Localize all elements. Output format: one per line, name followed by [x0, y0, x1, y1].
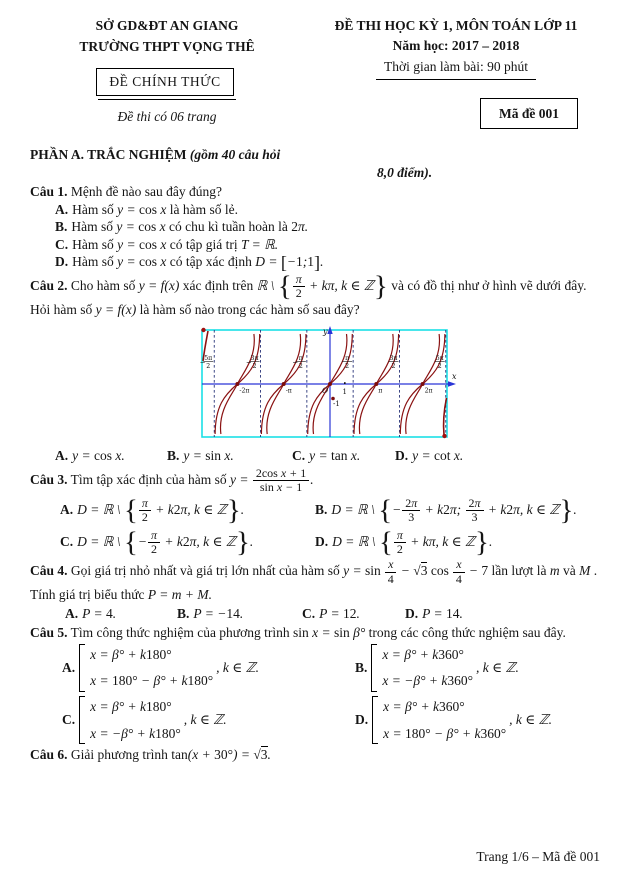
question-6-label: Câu 6.	[30, 747, 68, 763]
option-text: D = ℝ \ {− $\frac{\pi}{2}$ + k2π, k ∈ ℤ}.	[77, 525, 254, 558]
option-letter: C.	[62, 712, 76, 728]
option	[315, 494, 603, 526]
option-letter: A.	[55, 448, 69, 464]
question-1-options	[30, 201, 603, 271]
option	[55, 218, 603, 236]
question-5-text: Tìm công thức nghiệm của phương trình sin x = sin β° trong các công thức nghiệm sau đây.	[70, 625, 566, 641]
system-suffix: , k ∈ ℤ.	[216, 660, 260, 676]
option-text: y = cot x.	[412, 448, 464, 464]
option	[60, 494, 315, 526]
system-row: x = −β° + k180°	[90, 725, 181, 741]
section-a-heading: PHẦN A. TRẮC NGHIỆM	[30, 147, 190, 162]
section-a-title	[30, 146, 603, 164]
system-bracket	[371, 644, 377, 692]
option-letter: A.	[55, 201, 69, 217]
question-2-text: Cho hàm số y = f(x) xác định trên ℝ \ { $\frac{\pi}{2}$ + kπ, k ∈ ℤ} và có đồ thị như ở hình vẽ dưới đây. Hỏi hàm số y = f(x) là hàm số nào trong các hàm số sau đây?	[30, 270, 587, 317]
option	[405, 605, 603, 623]
equation-system	[79, 644, 213, 692]
svg-text:−: −	[199, 358, 206, 367]
svg-text:2: 2	[391, 363, 396, 371]
option-letter: B.	[167, 448, 180, 464]
option-text: Hàm số y = cos x có tập xác định D = [−1;1].	[72, 252, 324, 273]
svg-text:2: 2	[252, 363, 257, 371]
option-letter: A.	[65, 605, 79, 621]
system-row: x = β° + k360°	[383, 699, 465, 715]
option-text: Hàm số y = cos x có chu kì tuần hoàn là 2π.	[71, 219, 309, 235]
option-letter: C.	[55, 236, 69, 252]
svg-text:O: O	[322, 386, 329, 396]
question-1-text: Mệnh đề nào sau đây đúng?	[70, 184, 222, 200]
question-3-stem	[30, 467, 603, 495]
option-letter: C.	[302, 605, 316, 621]
svg-text:π: π	[345, 355, 350, 363]
official-exam-label: ĐỀ CHÍNH THỨC	[109, 74, 221, 90]
option-text: y = sin x.	[183, 448, 234, 464]
department-name: SỞ GD&ĐT AN GIANG	[95, 18, 239, 33]
svg-text:2: 2	[206, 363, 211, 371]
option-text: y = tan x.	[309, 448, 361, 464]
question-6-stem	[30, 746, 603, 764]
option-text: D = ℝ \ { $\frac{\pi}{2}$ + k2π, k ∈ ℤ}.	[77, 494, 245, 526]
system-bracket	[372, 696, 378, 744]
svg-text:2: 2	[298, 363, 303, 371]
exam-code: Mã đề 001	[499, 105, 559, 121]
question-3-options	[30, 494, 603, 558]
option-text: D = ℝ \ { $\frac{\pi}{2}$ + kπ, k ∈ ℤ}.	[332, 525, 493, 558]
svg-text:y: y	[323, 327, 328, 337]
equation-system	[79, 696, 181, 744]
system-suffix: , k ∈ ℤ.	[475, 660, 519, 676]
option	[62, 696, 355, 744]
equation-system	[371, 644, 473, 692]
question-4-options	[30, 605, 603, 623]
exam-header	[0, 0, 631, 140]
page-footer: Trang 1/6 – Mã đề 001	[476, 849, 600, 864]
option	[167, 447, 292, 465]
question-2-label: Câu 2.	[30, 277, 68, 293]
system-row: x = 180° − β° + k180°	[90, 673, 214, 689]
option	[177, 605, 302, 623]
option	[62, 644, 355, 692]
option-letter: D.	[355, 712, 369, 728]
option-letter: C.	[60, 533, 74, 549]
section-a-points: 8,0 điểm).	[377, 164, 433, 180]
equation-system	[372, 696, 506, 744]
option-text: Hàm số y = cos x là hàm số lẻ.	[72, 201, 238, 217]
option-letter: B.	[355, 660, 368, 676]
option-text: P = 14.	[422, 605, 463, 621]
system-row: x = β° + k360°	[382, 646, 464, 662]
svg-text:3π: 3π	[250, 355, 259, 363]
school-name: TRƯỜNG THPT VỌNG THÊ	[79, 38, 255, 54]
system-row: x = 180° − β° + k360°	[383, 725, 507, 741]
system-bracket	[79, 644, 85, 692]
question-5-label: Câu 5.	[30, 625, 68, 641]
question-3-text: Tìm tập xác định của hàm số y = $\frac{\text{2cos x + 1}}{\text{sin x − 1}}$ .	[70, 465, 314, 495]
function-graph	[196, 322, 464, 444]
option	[55, 447, 167, 465]
exam-code-box	[480, 98, 578, 129]
option	[302, 605, 405, 623]
option	[292, 447, 395, 465]
option-letter: A.	[62, 660, 76, 676]
system-suffix: , k ∈ ℤ.	[183, 712, 227, 728]
system-row: x = −β° + k360°	[382, 673, 473, 689]
option	[60, 525, 315, 558]
svg-text:5π: 5π	[204, 355, 213, 363]
question-4-text: Gọi giá trị nhỏ nhất và giá trị lớn nhất của hàm số y = sin $\frac{x}{4}$ − √3 cos $\frac{x}{4}$ − 7 lần lượt là m và M . Tính giá trị biểu thức P = m + M.	[30, 557, 598, 603]
option-letter: B.	[315, 501, 328, 517]
option-text: D = ℝ \ {− $\frac{2\pi}{3}$ + k2π; $\frac{2\pi}{3}$ + k2π, k ∈ ℤ}.	[331, 494, 577, 526]
question-3-label: Câu 3.	[30, 471, 68, 487]
pages-note: Đề thi có 06 trang	[117, 109, 217, 124]
question-1-label: Câu 1.	[30, 184, 68, 200]
question-4-label: Câu 4.	[30, 563, 68, 579]
svg-text:-2π: -2π	[239, 387, 250, 395]
question-2-options	[30, 447, 603, 465]
option-letter: D.	[395, 448, 409, 464]
option-letter: B.	[177, 605, 190, 621]
exam-title: ĐỀ THI HỌC KỲ 1, MÔN TOÁN LỚP 11	[334, 18, 578, 33]
svg-text:1: 1	[342, 388, 347, 397]
system-row: x = β° + k180°	[90, 646, 172, 662]
svg-text:−: −	[292, 358, 299, 367]
option-text: P = 12.	[319, 605, 360, 621]
exam-body	[0, 140, 631, 764]
system-suffix: , k ∈ ℤ.	[509, 712, 553, 728]
svg-text:x: x	[452, 372, 457, 382]
svg-text:2π: 2π	[424, 387, 433, 395]
option-text: P = 4.	[82, 605, 117, 621]
question-1-stem	[30, 183, 603, 201]
svg-text:π: π	[298, 355, 303, 363]
system-bracket	[79, 696, 85, 744]
exam-title-block	[308, 16, 604, 80]
issuer-block	[52, 16, 282, 58]
option-letter: D.	[405, 605, 419, 621]
option	[355, 644, 603, 692]
question-5-options	[30, 644, 603, 744]
svg-text:−: −	[246, 358, 252, 367]
option	[355, 696, 603, 744]
svg-text:3π: 3π	[389, 355, 398, 363]
svg-text:π: π	[378, 387, 383, 395]
option-letter: A.	[60, 501, 74, 517]
section-a-subtitle: (gồm 40 câu hỏi	[189, 147, 281, 162]
question-4-stem	[30, 558, 603, 603]
question-2-figure	[196, 322, 464, 444]
option	[395, 447, 603, 465]
svg-text:5π: 5π	[435, 355, 444, 363]
duration: Thời gian làm bài: 90 phút	[376, 57, 536, 80]
option	[55, 236, 603, 254]
option	[65, 605, 177, 623]
option-text: Hàm số y = cos x có tập giá trị T = ℝ.	[72, 236, 279, 252]
svg-text:-1: -1	[333, 400, 340, 409]
system-row: x = β° + k180°	[90, 699, 172, 715]
option-text: y = cos x.	[72, 448, 125, 464]
option	[315, 525, 603, 558]
option-text: P = −14.	[193, 605, 244, 621]
question-2-stem	[30, 270, 603, 318]
option-letter: D.	[315, 533, 329, 549]
school-year: Năm học: 2017 – 2018	[392, 38, 520, 54]
option	[55, 253, 603, 271]
question-6-text: Giải phương trình tan(x + 30°) = √3.	[70, 747, 271, 763]
option-letter: D.	[55, 254, 69, 270]
duration-line	[308, 57, 604, 80]
option-letter: B.	[55, 219, 68, 235]
svg-text:-π: -π	[285, 387, 292, 395]
official-exam-box	[96, 68, 234, 96]
svg-text:2: 2	[345, 363, 350, 371]
option	[55, 201, 603, 219]
svg-text:2: 2	[437, 363, 442, 371]
option-letter: C.	[292, 448, 306, 464]
question-5-stem	[30, 624, 603, 642]
